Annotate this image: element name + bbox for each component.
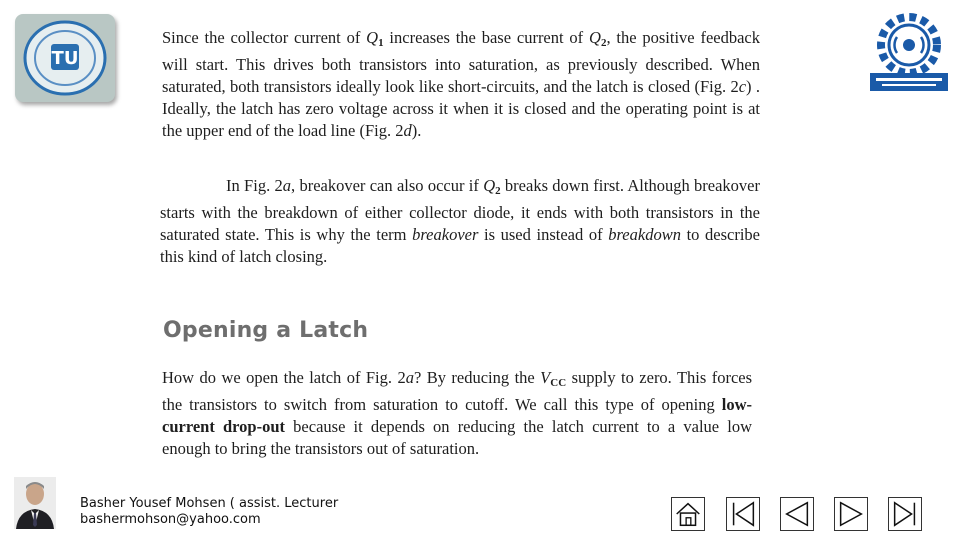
term-breakover: breakover	[412, 225, 479, 244]
text: because it depends on reducing the latch current to a value low enough to bring the transistors out of saturation.	[162, 417, 752, 458]
subscript: 1	[378, 37, 384, 49]
author-photo	[14, 477, 56, 529]
voltage-symbol: V	[540, 368, 551, 387]
term-low-current-drop-out: low-current drop-out	[162, 395, 752, 436]
text: to describe this kind of latch closing.	[160, 225, 760, 266]
section-heading: Opening a Latch	[163, 318, 369, 343]
author-name: Basher Yousef Mohsen ( assist. Lecturer	[80, 496, 339, 511]
author-email: bashermohson@yahoo.com	[80, 512, 261, 527]
transistor-symbol: Q	[589, 28, 601, 47]
text: ) . Ideally, the latch has zero voltage across it when it is closed and the operating point is at the upper end of the load line (Fig.	[162, 77, 761, 140]
text: How do we open the latch of Fig.	[162, 368, 398, 387]
engineering-college-gear-icon	[866, 9, 952, 95]
person-icon	[14, 477, 56, 529]
figure-letter: a	[282, 176, 292, 195]
figure-number: 2	[730, 77, 739, 96]
subscript: 2	[600, 37, 607, 49]
subscript: 2	[495, 185, 501, 197]
figure-letter: c	[738, 77, 747, 96]
figure-number: 2	[395, 121, 404, 140]
university-logo	[15, 14, 115, 102]
university-seal-icon	[19, 18, 111, 98]
text: ? By reducing the	[413, 368, 541, 387]
home-icon	[672, 498, 704, 530]
last-slide-button[interactable]	[888, 497, 922, 531]
transistor-symbol: Q	[483, 176, 496, 195]
figure-number: 2	[274, 176, 283, 195]
text: is used instead of	[478, 225, 609, 244]
text: breaks down first. Although breakover starts with the breakdown of either collector diode, it ends with both transistors in the saturated state. This is why the term	[160, 176, 760, 244]
text: , the positive feedback will start. This drives both transistors into saturation, as previously described. When saturated, both transistors ideally look like short-circuits, and the latch is closed (Fig.	[162, 28, 761, 96]
figure-letter: d	[403, 121, 412, 140]
first-slide-icon	[727, 498, 759, 530]
text: In Fig.	[226, 176, 275, 195]
subscript: CC	[550, 377, 567, 389]
transistor-symbol: Q	[366, 28, 379, 47]
text: , breakover can also occur if	[291, 176, 484, 195]
previous-slide-button[interactable]	[780, 497, 814, 531]
paragraph-breakover	[160, 175, 760, 268]
college-logo	[866, 8, 952, 96]
text: supply to zero. This forces the transistors to switch from saturation to cutoff. We call this type of opening	[162, 368, 753, 414]
first-slide-button[interactable]	[726, 497, 760, 531]
paragraph-latch-closing	[162, 27, 760, 142]
text: increases the base current of	[383, 28, 590, 47]
next-slide-icon	[835, 498, 867, 530]
next-slide-button[interactable]	[834, 497, 868, 531]
text: ).	[411, 121, 422, 140]
text: Since the collector current of	[162, 28, 367, 47]
previous-slide-icon	[781, 498, 813, 530]
paragraph-opening-latch	[162, 367, 752, 460]
last-slide-icon	[889, 498, 921, 530]
author-info	[80, 496, 338, 528]
term-breakdown: breakdown	[608, 225, 681, 244]
figure-number: 2	[397, 368, 406, 387]
svg-text:TU: TU	[51, 48, 79, 69]
home-button[interactable]	[671, 497, 705, 531]
figure-letter: a	[405, 368, 414, 387]
